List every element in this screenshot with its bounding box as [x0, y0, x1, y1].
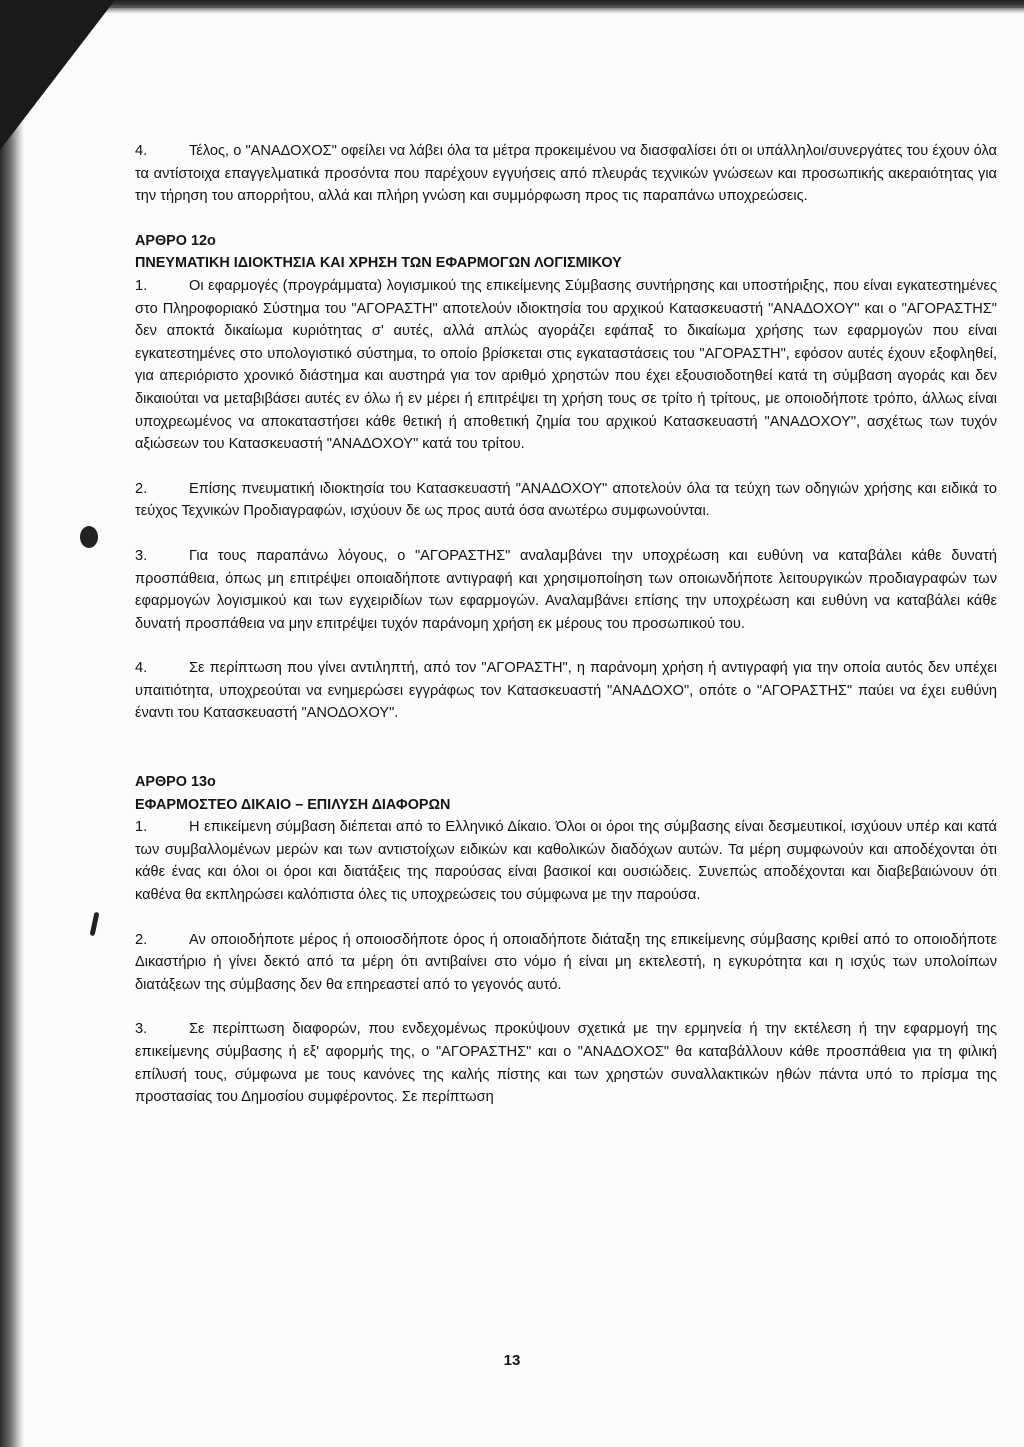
- article13-heading: ΑΡΘΡΟ 13ο: [135, 774, 216, 791]
- article13-item-1: [135, 816, 997, 906]
- item-text: Σε περίπτωση που γίνει αντιληπτή, από τον "ΑΓΟΡΑΣΤΗ", η παράνομη χρήση ή αντιγραφή για την οποία αυτός δεν υπέχει υπαιτιότητα, υποχρεούται να ενημερώσει εγγράφως τον Κατασκευαστή "ΑΝΑΔΟΧΟ", οπότε ο "ΑΓΟΡΑΣΤΗΣ" παύει να έχει ευθύνη έναντι του Κατασκευαστή "ΑΝΟΔΟΧΟΥ".: [135, 660, 997, 722]
- item-text: Για τους παραπάνω λόγους, ο "ΑΓΟΡΑΣΤΗΣ" αναλαμβάνει την υποχρέωση και ευθύνη να καταβάλει κάθε δυνατή προσπάθεια, όπως μη επιτρέψει οποιαδήποτε αντιγραφή και χρησιμοποίηση των οποιωνδήποτε λειτουργικών προδιαγραφών των εφαρμογών λογισμικού και των εγχειριδίων των εφαρμογών. Αναλαμβάνει επίσης την υποχρέωση και ευθύνη να καταβάλει κάθε δυνατή προσπάθεια να μην επιτρέψει τυχόν παράνομη χρήση εκ μέρους του προσωπικού του.: [135, 547, 997, 632]
- article13-subheading: ΕΦΑΡΜΟΣΤΕΟ ΔΙΚΑΙΟ – ΕΠΙΛΥΣΗ ΔΙΑΦΟΡΩΝ: [135, 796, 451, 813]
- item-text: Σε περίπτωση διαφορών, που ενδεχομένως προκύψουν σχετικά με την ερμηνεία ή την εκτέλεση ή την εφαρμογή της επικείμενης σύμβασης ή εξ' αφορμής της, ο "ΑΓΟΡΑΣΤΗΣ" και ο "ΑΝΑΔΟΧΟΣ" θα καταβάλλουν κάθε προσπάθεια για τη φιλική επίλυσή τους, σύμφωνα με τους κανόνες της καλής πίστης και των χρηστών συναλλακτικών ηθών πάντα υπό το πρίσμα της προστασίας του Δημοσίου συμφέροντος. Σε περίπτωση: [135, 1021, 997, 1106]
- item-text: Η επικείμενη σύμβαση διέπεται από το Ελληνικό Δίκαιο. Όλοι οι όροι της σύμβασης είναι δεσμευτικοί, ισχύουν υπέρ και κατά των συμβαλλομένων μερών και των αντιστοίχων ειδικών και καθολικών διαδόχων αυτών. Τα μέρη συμφωνούν και αποδέχονται ότι κάθε ένας και όλοι οι όροι και διατάξεις της παρούσας είναι βασικοί και ουσιώδεις. Συνεπώς αποδέχονται και διαβεβαιώνουν ότι καθένα θα εκπληρώσει καλόπιστα όλες τις υποχρεώσεις του σύμφωνα με την παρούσα.: [135, 819, 997, 904]
- spacer: [135, 725, 997, 771]
- article12-heading: ΑΡΘΡΟ 12ο: [135, 232, 216, 249]
- article12-item-1: [135, 275, 997, 456]
- item-number: 4.: [135, 143, 148, 159]
- scan-top-rule: [110, 6, 1024, 8]
- spacer: [135, 208, 997, 230]
- item-text: Επίσης πνευματική ιδιοκτησία του Κατασκευαστή "ΑΝΑΔΟΧΟΥ" αποτελούν όλα τα τεύχη των οδηγιών χρήσης και ειδικά το τεύχος Τεχνικών Προδιαγραφών, ισχύουν δε ως προς αυτά όσα ανωτέρω συμφωνούνται.: [135, 480, 997, 520]
- spacer: [135, 635, 997, 657]
- article12-item-3: [135, 545, 997, 635]
- item-text: Αν οποιοδήποτε μέρος ή οποιοσδήποτε όρος ή οποιαδήποτε διάταξη της επικείμενης σύμβασης κριθεί από το οποιοδήποτε Δικαστήριο ή γίνει δεκτό από τα μέρη ότι αντιβαίνει στο νόμο ή είναι μη εκτελεστή, η εγκυρότητα και η ισχύς των υπολοίπων διατάξεων της σύμβασης δεν θα επηρεαστεί από το γεγονός αυτό.: [135, 931, 997, 993]
- item-text: Τέλος, ο "ΑΝΑΔΟΧΟΣ" οφείλει να λάβει όλα τα μέτρα προκειμένου να διασφαλίσει ότι οι υπάλληλοι/συνεργάτες του έχουν όλα τα αντίστοιχα επαγγελματικά προσόντα που παρέχουν εγγυήσεις από πλευράς τεχνικών γνώσεων και προσωπικής ακεραιότητας για την τήρηση του απορρήτου, αλλά και πλήρη γνώση και συμμόρφωση προς τις παραπάνω υποχρεώσεις.: [135, 143, 997, 205]
- article12-subheading: ΠΝΕΥΜΑΤΙΚΗ ΙΔΙΟΚΤΗΣΙΑ ΚΑΙ ΧΡΗΣΗ ΤΩΝ ΕΦΑΡΜΟΓΩΝ ΛΟΓΙΣΜΙΚΟΥ: [135, 255, 622, 272]
- pen-mark: [90, 912, 100, 937]
- article13-item-2: [135, 929, 997, 997]
- article12-item-4: [135, 657, 997, 725]
- scan-left-edge: [0, 0, 24, 1447]
- item-text: Οι εφαρμογές (προγράμματα) λογισμικού της επικείμενης Σύμβασης συντήρησης και υποστήριξης, που είναι εγκατεστημένες στο Πληροφοριακό Σύστημα του "ΑΓΟΡΑΣΤΗ" αποτελούν ιδιοκτησία του αρχικού Κατασκευαστή "ΑΝΑΔΟΧΟΥ" και ο "ΑΓΟΡΑΣΤΗΣ" δεν αποκτά δικαίωμα κυριότητας σ' αυτές, αλλά απλώς αγοράζει εφάπαξ το δικαίωμα χρήσης των εφαρμογών που είναι εγκατεστημένες στο υπολογιστικό σύστημα, το οποίο βρίσκεται στις εγκαταστάσεις του "ΑΓΟΡΑΣΤΗ", εφόσον αυτές έχουν εξοφληθεί, για απεριόριστο χρονικό διάστημα και αυστηρά για τον αριθμό χρηστών που έχει εξουσιοδοτηθεί κατά τη σύμβαση αγοράς και δεν δικαιούται να μεταβιβάσει αυτές εν όλω ή εν μέρει ή επιτρέψει τη χρήση τους σε τρίτο ή τρίτους, με οποιοδήποτε τρόπο, άλλως είναι υποχρεωμένος να αποκαταστήσει κάθε θετική ή αποθετική ζημία του αρχικού Κατασκευαστή "ΑΝΑΔΟΧΟΥ", ασχέτως των τυχόν αξιώσεων του Κατασκευαστή "ΑΝΑΔΟΧΟΥ" κατά του τρίτου.: [135, 277, 997, 453]
- item-number: 3.: [135, 1021, 148, 1038]
- spacer: [135, 996, 997, 1018]
- item-number: 1.: [135, 819, 148, 836]
- item-number: 3.: [135, 547, 148, 564]
- scan-corner-shadow: [0, 0, 115, 150]
- page-number: 13: [503, 1352, 521, 1369]
- item-number: 2.: [135, 480, 148, 497]
- article12-prev-item-4: [135, 140, 997, 208]
- spacer: [135, 907, 997, 929]
- article12-item-2: [135, 478, 997, 523]
- spacer: [135, 523, 997, 545]
- document-body: [135, 140, 997, 1109]
- item-number: 1.: [135, 277, 148, 294]
- spacer: [135, 456, 997, 478]
- punch-hole-mark: [80, 526, 98, 548]
- article13-item-3: [135, 1018, 997, 1108]
- item-number: 2.: [135, 931, 148, 948]
- item-number: 4.: [135, 660, 148, 677]
